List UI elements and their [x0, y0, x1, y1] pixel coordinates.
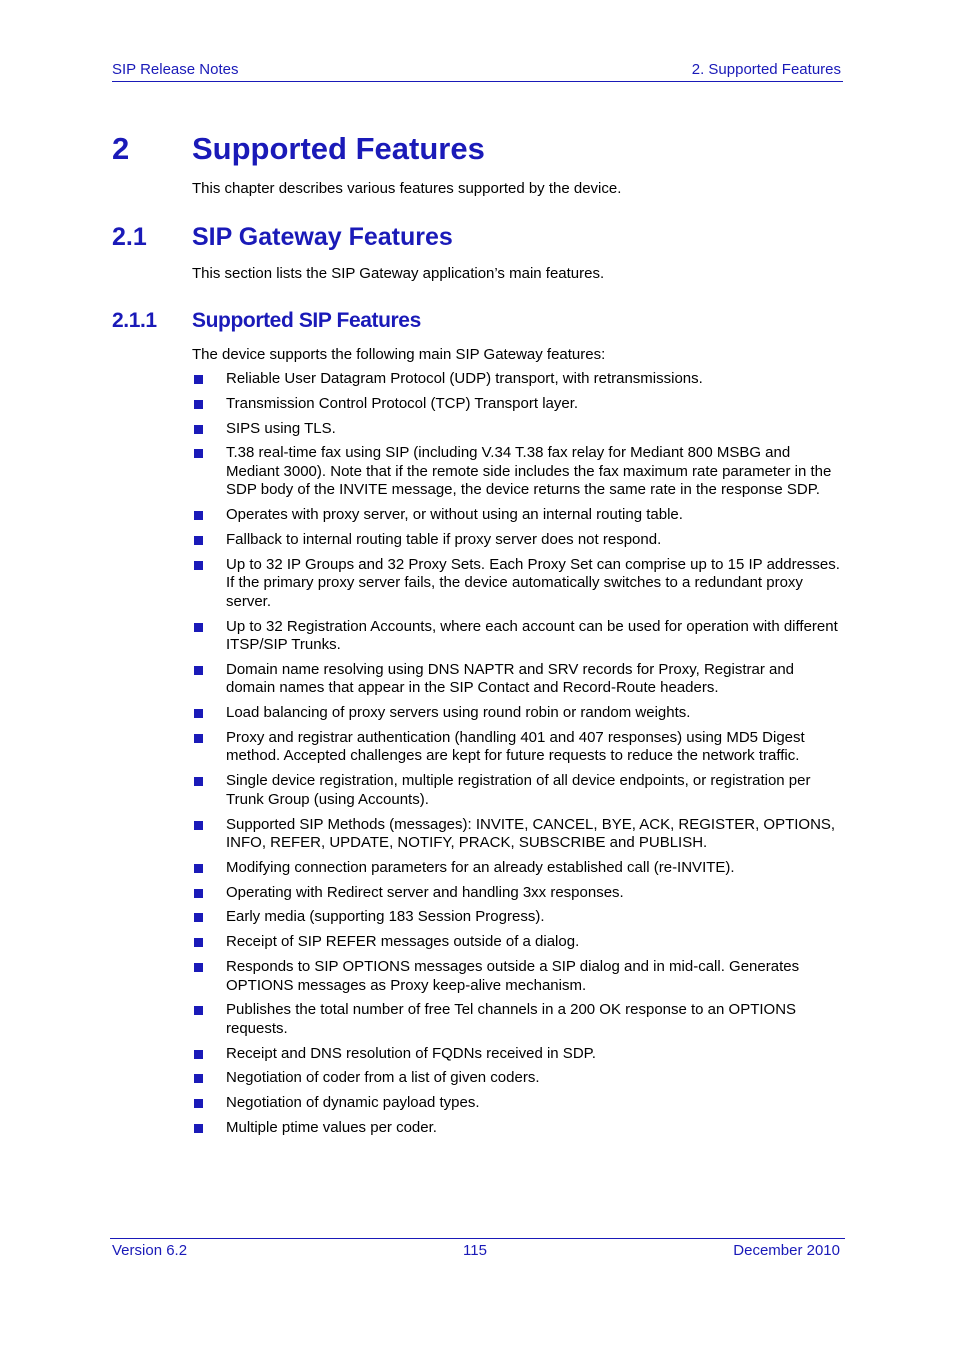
feature-text: Fallback to internal routing table if proxy server does not respond. — [226, 530, 662, 548]
feature-text: Reliable User Datagram Protocol (UDP) transport, with retransmissions. — [226, 370, 703, 387]
feature-list-item — [192, 1094, 847, 1113]
feature-text: Domain name resolving using DNS NAPTR and SRV records for Proxy, Registrar and domain names that appear in the SIP Contact and Record-Route headers. — [226, 660, 795, 697]
feature-text: Load balancing of proxy servers using round robin or random weights. — [226, 704, 691, 722]
feature-list-item — [192, 556, 847, 612]
feature-list-item — [192, 958, 847, 995]
square-bullet-icon — [194, 561, 203, 570]
page-footer — [110, 1238, 845, 1263]
feature-list-item — [192, 661, 847, 698]
footer-page-number: 115 — [463, 1242, 487, 1259]
feature-text: Supported SIP Methods (messages): INVITE, CANCEL, BYE, ACK, REGISTER, OPTIONS, INFO, REFER, UPDATE, NOTIFY, PRACK, SUBSCRIBE and PUBLISH. — [226, 815, 836, 852]
square-bullet-icon — [194, 864, 203, 873]
feature-text: Operates with proxy server, or without using an internal routing table. — [226, 506, 683, 524]
section-title: SIP Gateway Features — [192, 223, 453, 251]
chapter-intro: This chapter describes various features supported by the device. — [192, 180, 622, 197]
header-chapter-title: 2. Supported Features — [691, 61, 841, 78]
square-bullet-icon — [194, 821, 203, 830]
square-bullet-icon — [194, 400, 203, 409]
square-bullet-icon — [194, 511, 203, 520]
feature-text: Single device registration, multiple registration of all device endpoints, or registration per Trunk Group (using Accounts). — [226, 772, 811, 808]
feature-text: Up to 32 IP Groups and 32 Proxy Sets. Each Proxy Set can comprise up to 15 IP addresses. If the primary proxy server fails, the device automatically switches to a redundant proxy server. — [226, 555, 840, 610]
feature-list-item — [192, 420, 847, 439]
square-bullet-icon — [194, 1074, 203, 1083]
feature-text: Publishes the total number of free Tel channels in a 200 OK response to an OPTIONS requests. — [226, 1001, 797, 1037]
square-bullet-icon — [194, 666, 203, 675]
feature-text: Operating with Redirect server and handling 3xx responses. — [226, 883, 624, 901]
feature-text: T.38 real-time fax using SIP (including V.34 T.38 fax relay for Mediant 800 MSBG and Mediant 3000). Note that if the remote side includes the fax maximum rate parameter in the SDP body of the INVITE message, the device returns the same rate in the response SDP. — [226, 444, 832, 499]
feature-list — [192, 370, 847, 1144]
feature-text: Transmission Control Protocol (TCP) Transport layer. — [226, 394, 579, 412]
feature-text: Negotiation of coder from a list of given coders. — [226, 1069, 540, 1087]
feature-list-item — [192, 531, 847, 550]
section-number: 2.1 — [112, 223, 147, 251]
chapter-number: 2 — [112, 131, 130, 166]
feature-list-item — [192, 816, 847, 853]
feature-list-item — [192, 908, 847, 927]
feature-text: Receipt and DNS resolution of FQDNs received in SDP. — [226, 1044, 596, 1062]
square-bullet-icon — [194, 938, 203, 947]
square-bullet-icon — [194, 425, 203, 434]
square-bullet-icon — [194, 709, 203, 718]
feature-text: SIPS using TLS. — [226, 419, 336, 437]
feature-list-item — [192, 859, 847, 878]
square-bullet-icon — [194, 889, 203, 898]
feature-text: Negotiation of dynamic payload types. — [226, 1094, 480, 1112]
feature-list-item — [192, 1001, 847, 1038]
feature-list-item — [192, 395, 847, 414]
feature-text: Early media (supporting 183 Session Progress). — [226, 908, 545, 926]
square-bullet-icon — [194, 1050, 203, 1059]
feature-text: Responds to SIP OPTIONS messages outside a SIP dialog and in mid-call. Generates OPTIONS messages as Proxy keep-alive mechanism. — [226, 958, 800, 994]
square-bullet-icon — [194, 449, 203, 458]
feature-list-item — [192, 506, 847, 525]
feature-text: Receipt of SIP REFER messages outside of a dialog. — [226, 933, 580, 951]
square-bullet-icon — [194, 1099, 203, 1108]
page-header — [112, 60, 843, 82]
feature-list-item — [192, 933, 847, 952]
feature-list-item — [192, 884, 847, 903]
feature-text: Up to 32 Registration Accounts, where each account can be used for operation with different ITSP/SIP Trunks. — [226, 617, 838, 654]
subsection-intro: The device supports the following main SIP Gateway features: — [192, 346, 606, 363]
square-bullet-icon — [194, 1006, 203, 1015]
footer-date: December 2010 — [733, 1242, 840, 1259]
footer-version: Version 6.2 — [112, 1242, 188, 1259]
feature-list-item — [192, 618, 847, 655]
feature-list-item — [192, 444, 847, 500]
square-bullet-icon — [194, 623, 203, 632]
feature-list-item — [192, 1045, 847, 1064]
feature-list-item — [192, 729, 847, 766]
square-bullet-icon — [194, 1124, 203, 1133]
feature-list-item — [192, 370, 847, 389]
feature-text: Multiple ptime values per coder. — [226, 1119, 437, 1137]
square-bullet-icon — [194, 777, 203, 786]
feature-list-item — [192, 1069, 847, 1088]
square-bullet-icon — [194, 536, 203, 545]
feature-text: Modifying connection parameters for an already established call (re-INVITE). — [226, 858, 735, 876]
square-bullet-icon — [194, 734, 203, 743]
subsection-number: 2.1.1 — [112, 309, 157, 332]
feature-list-item — [192, 1119, 847, 1138]
header-doc-title: SIP Release Notes — [112, 61, 239, 78]
feature-list-item — [192, 704, 847, 723]
chapter-title: Supported Features — [192, 131, 485, 166]
section-intro: This section lists the SIP Gateway application’s main features. — [192, 265, 605, 282]
square-bullet-icon — [194, 963, 203, 972]
square-bullet-icon — [194, 375, 203, 384]
feature-list-item — [192, 772, 847, 809]
subsection-title: Supported SIP Features — [192, 309, 421, 332]
square-bullet-icon — [194, 913, 203, 922]
feature-text: Proxy and registrar authentication (handling 401 and 407 responses) using MD5 Digest method. Accepted challenges are kept for future requests to reduce the network traffic. — [226, 728, 805, 765]
